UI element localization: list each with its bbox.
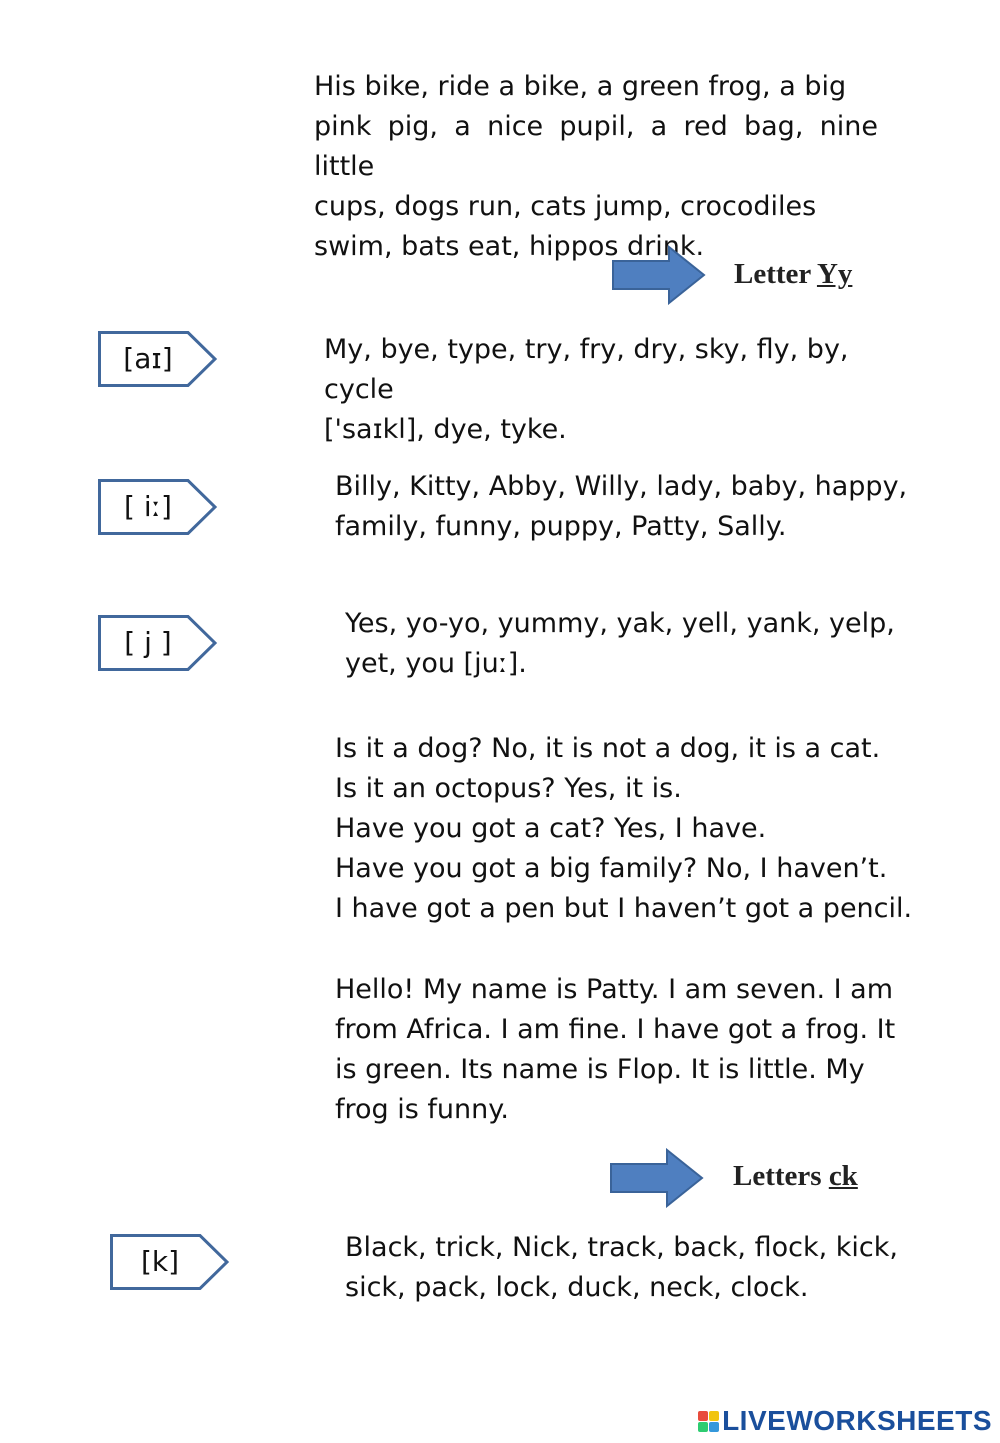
intro-line: pink pig, a nice pupil, a red bag, nine little: [314, 111, 878, 182]
words-line: Black, trick, Nick, track, back, flock, kick,: [345, 1232, 898, 1263]
sound-tag-ai: [98, 331, 218, 387]
sound-tag-j: [98, 615, 218, 671]
story-line: is green. Its name is Flop. It is little. My: [335, 1054, 865, 1085]
words-line: yet, you [juː].: [345, 648, 527, 679]
liveworksheets-logo[interactable]: [698, 1403, 992, 1439]
story-paragraph: [335, 970, 915, 1130]
words-line: Billy, Kitty, Abby, Willy, lady, baby, happy,: [335, 471, 908, 502]
heading-letters: Yy: [816, 258, 853, 290]
question-line: I have got a pen but I haven’t got a pencil.: [335, 893, 913, 924]
letters-ck-heading: [733, 1160, 858, 1193]
story-line: from Africa. I am fine. I have got a frog. It: [335, 1014, 896, 1045]
intro-line: swim, bats eat, hippos drink.: [314, 231, 705, 262]
intro-line: cups, dogs run, cats jump, crocodiles: [314, 191, 817, 222]
sound-k-words: [345, 1228, 925, 1308]
questions-block: [335, 729, 935, 929]
logo-blocks-icon: [698, 1411, 719, 1432]
heading-letters: ck: [828, 1160, 858, 1192]
words-line: Yes, yo-yo, yummy, yak, yell, yank, yelp,: [345, 608, 895, 639]
right-arrow-icon: [609, 1148, 705, 1208]
sound-ii-words: [335, 467, 915, 547]
brand-name: LIVEWORKSHEETS: [722, 1405, 992, 1436]
words-line: family, funny, puppy, Patty, Sally.: [335, 511, 787, 542]
sound-j-words: [345, 604, 925, 684]
story-line: frog is funny.: [335, 1094, 509, 1125]
intro-paragraph: [314, 67, 878, 267]
letter-y-heading: [734, 258, 852, 291]
tag-label: [ j ]: [124, 626, 172, 659]
words-line: sick, pack, lock, duck, neck, clock.: [345, 1272, 809, 1303]
question-line: Have you got a cat? Yes, I have.: [335, 813, 767, 844]
sound-tag-ii: [98, 479, 218, 535]
question-line: Have you got a big family? No, I haven’t.: [335, 853, 888, 884]
tag-label: [ iː]: [124, 490, 172, 523]
sound-tag-k: [110, 1234, 230, 1290]
story-line: Hello! My name is Patty. I am seven. I am: [335, 974, 893, 1005]
tag-label: [aɪ]: [123, 342, 173, 375]
intro-line: His bike, ride a bike, a green frog, a big: [314, 71, 847, 102]
words-line: ['saɪkl], dye, tyke.: [324, 414, 567, 445]
tag-label: [k]: [140, 1245, 180, 1278]
question-line: Is it a dog? No, it is not a dog, it is a cat.: [335, 733, 881, 764]
words-line: My, bye, type, try, fry, dry, sky, fly, by, cycle: [324, 334, 849, 405]
right-arrow-icon: [611, 245, 707, 305]
heading-prefix: Letter: [734, 258, 811, 290]
heading-prefix: Letters: [733, 1160, 822, 1192]
sound-ai-words: [324, 330, 914, 450]
question-line: Is it an octopus? Yes, it is.: [335, 773, 682, 804]
